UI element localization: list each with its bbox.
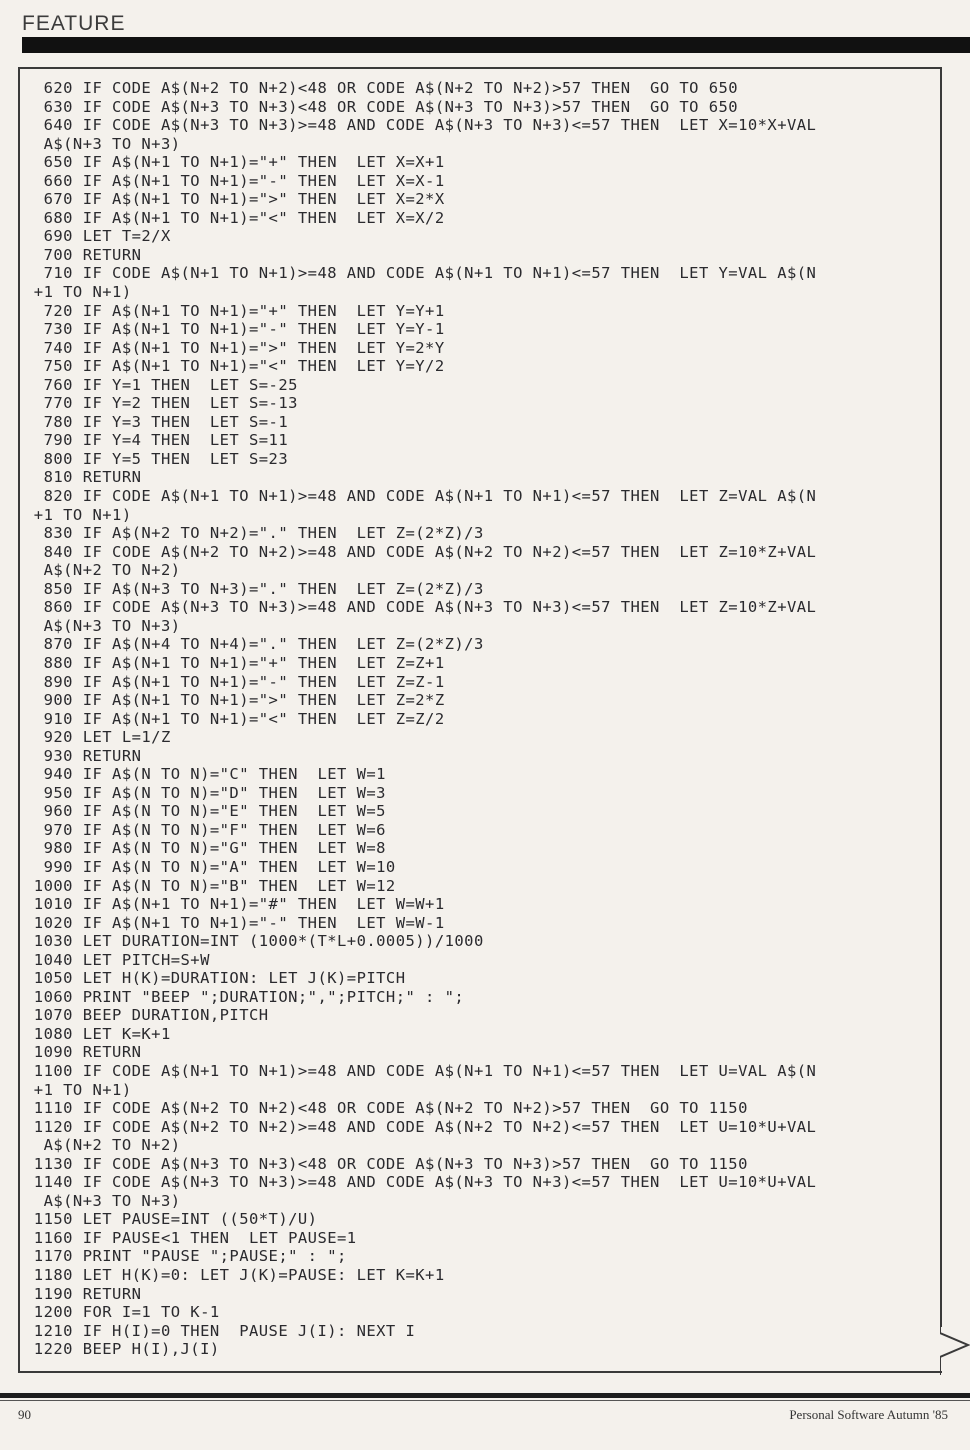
code-line: 730 IF A$(N+1 TO N+1)="-" THEN LET Y=Y-1 bbox=[24, 320, 445, 339]
code-line: 900 IF A$(N+1 TO N+1)=">" THEN LET Z=2*Z bbox=[24, 691, 445, 710]
code-line: 1090 RETURN bbox=[24, 1043, 142, 1062]
code-line: 1050 LET H(K)=DURATION: LET J(K)=PITCH bbox=[24, 969, 406, 988]
header-rule bbox=[22, 37, 970, 53]
code-line: 950 IF A$(N TO N)="D" THEN LET W=3 bbox=[24, 783, 386, 802]
code-line: 750 IF A$(N+1 TO N+1)="<" THEN LET Y=Y/2 bbox=[24, 357, 445, 376]
code-line: A$(N+2 TO N+2) bbox=[24, 1136, 181, 1155]
code-line: 1000 IF A$(N TO N)="B" THEN LET W=12 bbox=[24, 876, 396, 895]
code-line: 1040 LET PITCH=S+W bbox=[24, 950, 210, 969]
code-line: 890 IF A$(N+1 TO N+1)="-" THEN LET Z=Z-1 bbox=[24, 672, 445, 691]
code-line: +1 TO N+1) bbox=[24, 1080, 132, 1099]
code-line: 1190 RETURN bbox=[24, 1284, 142, 1303]
code-line: 970 IF A$(N TO N)="F" THEN LET W=6 bbox=[24, 820, 386, 839]
code-line: 700 RETURN bbox=[24, 245, 142, 264]
code-line: 1160 IF PAUSE<1 THEN LET PAUSE=1 bbox=[24, 1228, 357, 1247]
code-line: 720 IF A$(N+1 TO N+1)="+" THEN LET Y=Y+1 bbox=[24, 301, 445, 320]
code-line: 1180 LET H(K)=0: LET J(K)=PAUSE: LET K=K+1 bbox=[24, 1266, 445, 1284]
code-line: 760 IF Y=1 THEN LET S=-25 bbox=[24, 375, 298, 394]
code-line: 1120 IF CODE A$(N+2 TO N+2)>=48 AND CODE A$(N+2 TO N+2)<=57 THEN LET U=10*U+VAL bbox=[24, 1117, 817, 1136]
code-line: 930 RETURN bbox=[24, 746, 142, 765]
code-line: A$(N+3 TO N+3) bbox=[24, 1191, 181, 1210]
section-label: FEATURE bbox=[22, 12, 126, 35]
code-line: 910 IF A$(N+1 TO N+1)="<" THEN LET Z=Z/2 bbox=[24, 709, 445, 728]
code-line: 940 IF A$(N TO N)="C" THEN LET W=1 bbox=[24, 765, 386, 784]
code-line: +1 TO N+1) bbox=[24, 283, 132, 302]
code-line: 1060 PRINT "BEEP ";DURATION;",";PITCH;" : "; bbox=[24, 987, 465, 1006]
code-line: 1030 LET DURATION=INT (1000*(T*L+0.0005))/1000 bbox=[24, 932, 484, 951]
code-line: A$(N+3 TO N+3) bbox=[24, 616, 181, 635]
code-line: 990 IF A$(N TO N)="A" THEN LET W=10 bbox=[24, 857, 396, 876]
code-line: 840 IF CODE A$(N+2 TO N+2)>=48 AND CODE A$(N+2 TO N+2)<=57 THEN LET Z=10*Z+VAL bbox=[24, 542, 817, 561]
publication-credit: Personal Software Autumn '85 bbox=[789, 1407, 948, 1422]
code-line: 1070 BEEP DURATION,PITCH bbox=[24, 1006, 269, 1025]
code-line: 830 IF A$(N+2 TO N+2)="." THEN LET Z=(2*Z)/3 bbox=[24, 524, 484, 543]
code-line: 800 IF Y=5 THEN LET S=23 bbox=[24, 449, 289, 468]
code-line: 1140 IF CODE A$(N+3 TO N+3)>=48 AND CODE A$(N+3 TO N+3)<=57 THEN LET U=10*U+VAL bbox=[24, 1173, 817, 1192]
code-line: 980 IF A$(N TO N)="G" THEN LET W=8 bbox=[24, 839, 386, 858]
code-line: 690 LET T=2/X bbox=[24, 227, 171, 246]
code-line: 780 IF Y=3 THEN LET S=-1 bbox=[24, 412, 289, 431]
code-line: A$(N+2 TO N+2) bbox=[24, 561, 181, 580]
code-line: 1010 IF A$(N+1 TO N+1)="#" THEN LET W=W+1 bbox=[24, 895, 445, 914]
code-line: 1110 IF CODE A$(N+2 TO N+2)<48 OR CODE A$(N+2 TO N+2)>57 THEN GO TO 1150 bbox=[24, 1099, 748, 1118]
code-line: 850 IF A$(N+3 TO N+3)="." THEN LET Z=(2*Z)/3 bbox=[24, 579, 484, 598]
code-line: 770 IF Y=2 THEN LET S=-13 bbox=[24, 394, 298, 413]
code-line: 1210 IF H(I)=0 THEN PAUSE J(I): NEXT I bbox=[24, 1321, 416, 1340]
code-line: 880 IF A$(N+1 TO N+1)="+" THEN LET Z=Z+1 bbox=[24, 653, 445, 672]
code-line: 710 IF CODE A$(N+1 TO N+1)>=48 AND CODE A$(N+1 TO N+1)<=57 THEN LET Y=VAL A$(N bbox=[24, 264, 817, 283]
code-line: 680 IF A$(N+1 TO N+1)="<" THEN LET X=X/2 bbox=[24, 208, 445, 227]
code-line: 1100 IF CODE A$(N+1 TO N+1)>=48 AND CODE A$(N+1 TO N+1)<=57 THEN LET U=VAL A$(N bbox=[24, 1061, 817, 1080]
code-line: +1 TO N+1) bbox=[24, 505, 132, 524]
code-line: 860 IF CODE A$(N+3 TO N+3)>=48 AND CODE A$(N+3 TO N+3)<=57 THEN LET Z=10*Z+VAL bbox=[24, 598, 817, 617]
code-line: 630 IF CODE A$(N+3 TO N+3)<48 OR CODE A$(N+3 TO N+3)>57 THEN GO TO 650 bbox=[24, 97, 739, 116]
code-line: 1220 BEEP H(I),J(I) bbox=[24, 1340, 220, 1359]
page-number: 90 bbox=[18, 1407, 31, 1422]
code-line: 1200 FOR I=1 TO K-1 bbox=[24, 1303, 220, 1322]
code-line: 620 IF CODE A$(N+2 TO N+2)<48 OR CODE A$(N+2 TO N+2)>57 THEN GO TO 650 bbox=[24, 79, 739, 97]
code-line: 1080 LET K=K+1 bbox=[24, 1024, 171, 1043]
code-line: 920 LET L=1/Z bbox=[24, 728, 171, 747]
code-line: 740 IF A$(N+1 TO N+1)=">" THEN LET Y=2*Y bbox=[24, 338, 445, 357]
code-line: 650 IF A$(N+1 TO N+1)="+" THEN LET X=X+1 bbox=[24, 153, 445, 172]
code-line: 960 IF A$(N TO N)="E" THEN LET W=5 bbox=[24, 802, 386, 821]
code-line: 640 IF CODE A$(N+3 TO N+3)>=48 AND CODE A$(N+3 TO N+3)<=57 THEN LET X=10*X+VAL bbox=[24, 116, 817, 135]
code-line: 870 IF A$(N+4 TO N+4)="." THEN LET Z=(2*Z)/3 bbox=[24, 635, 484, 654]
code-line: 1130 IF CODE A$(N+3 TO N+3)<48 OR CODE A$(N+3 TO N+3)>57 THEN GO TO 1150 bbox=[24, 1154, 748, 1173]
code-line: 1170 PRINT "PAUSE ";PAUSE;" : "; bbox=[24, 1247, 347, 1266]
code-line: A$(N+3 TO N+3) bbox=[24, 134, 181, 153]
code-line: 1150 LET PAUSE=INT ((50*T)/U) bbox=[24, 1210, 318, 1229]
code-line: 660 IF A$(N+1 TO N+1)="-" THEN LET X=X-1 bbox=[24, 171, 445, 190]
code-line: 790 IF Y=4 THEN LET S=11 bbox=[24, 431, 289, 450]
code-line: 670 IF A$(N+1 TO N+1)=">" THEN LET X=2*X bbox=[24, 190, 445, 209]
footer-rule bbox=[0, 1393, 970, 1398]
code-line: 1020 IF A$(N+1 TO N+1)="-" THEN LET W=W-1 bbox=[24, 913, 445, 932]
continued-arrow-icon bbox=[940, 1313, 970, 1375]
code-line: 820 IF CODE A$(N+1 TO N+1)>=48 AND CODE A$(N+1 TO N+1)<=57 THEN LET Z=VAL A$(N bbox=[24, 487, 817, 506]
code-line: 810 RETURN bbox=[24, 468, 142, 487]
program-listing bbox=[24, 79, 936, 1359]
program-listing-box bbox=[18, 67, 942, 1373]
